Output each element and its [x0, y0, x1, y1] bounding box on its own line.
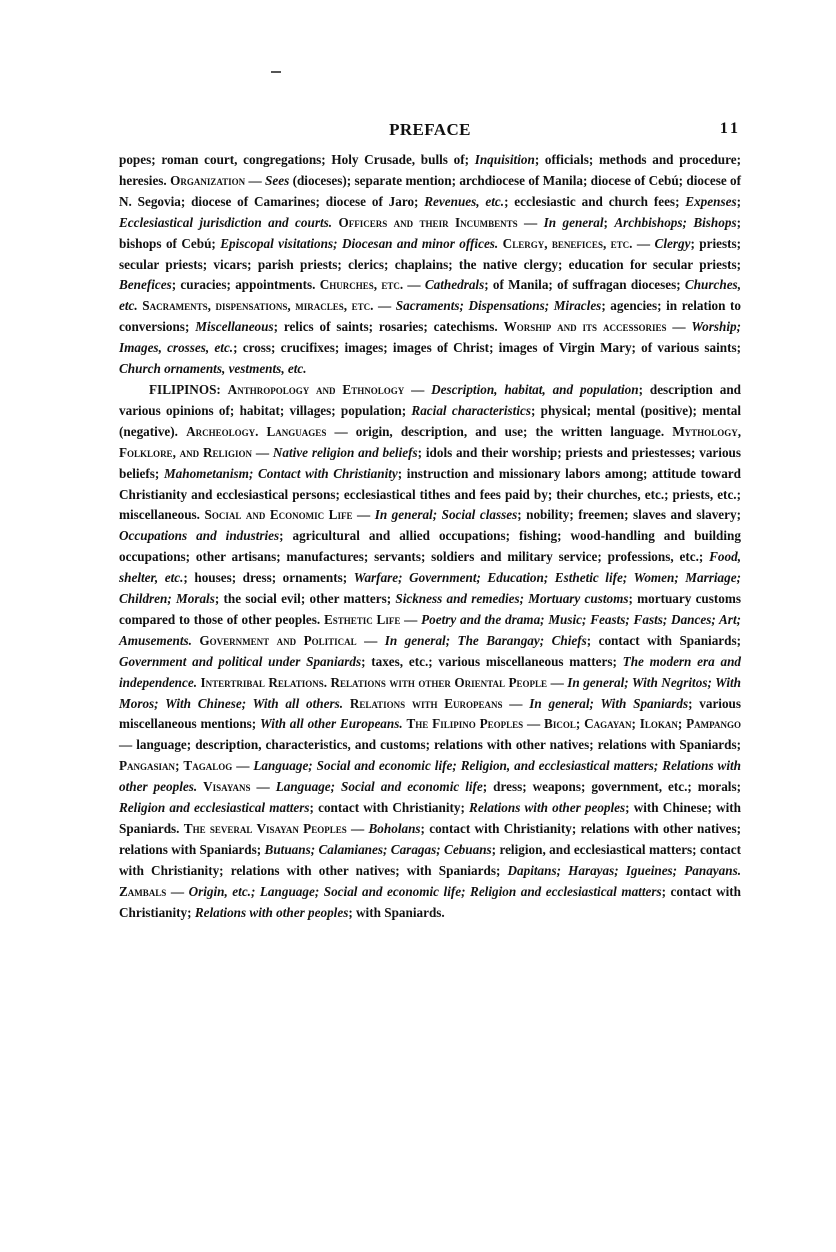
- text-run: —: [666, 319, 692, 335]
- text-run: ; instruction and missionary labors among; attitude toward Christianity and ecclesiastical persons; ecclesiastical tithes and fees paid by; their churches, etc.; priests, etc.; miscellaneous.: [119, 465, 741, 523]
- text-run: ; the social evil; other matters;: [214, 591, 396, 607]
- text-run: —: [517, 214, 544, 230]
- small-caps-run: Visayans: [203, 779, 251, 795]
- small-caps-run: Clergy, benefices, etc.: [502, 235, 633, 251]
- italic-run: In general; The Barangay; Chiefs: [384, 632, 587, 648]
- italic-run: Language; Social and economic life; Religion, and ecclesiastical matters; Relations with other peoples.: [119, 758, 741, 795]
- page-number: 11: [719, 120, 741, 137]
- text-run: FILIPINOS:: [149, 381, 228, 397]
- italic-run: Benefices: [119, 277, 172, 293]
- text-run: ; priests; secular priests; vicars; parish priests; clerics; chaplains; the native clergy; education for secular priests;: [119, 235, 742, 272]
- small-caps-run: Archeology.: [186, 423, 259, 439]
- italic-run: The modern era and independence.: [119, 653, 741, 690]
- italic-run: In general; Social classes: [374, 507, 518, 523]
- italic-run: In general: [543, 214, 604, 230]
- text-run: ; of Manila; of suffragan dioceses;: [484, 277, 685, 293]
- text-run: —: [404, 381, 432, 397]
- italic-run: Warfare; Government; Education; Esthetic life; Women; Marriage; Children; Morals: [119, 570, 741, 607]
- small-caps-run: Organization: [170, 172, 246, 188]
- text-run: ; various miscellaneous mentions;: [119, 695, 742, 732]
- text-run: —: [547, 674, 568, 690]
- small-caps-run: The Filipino Peoples: [406, 716, 524, 732]
- small-caps-run: Ilokan: [639, 716, 678, 732]
- italic-run: Sacraments; Dispensations; Miracles: [395, 298, 602, 314]
- text-run: —: [252, 444, 273, 460]
- italic-run: Language; Social and economic life: [275, 779, 483, 795]
- italic-run: Native religion and beliefs: [272, 444, 418, 460]
- small-caps-run: Pangasian: [119, 758, 176, 774]
- small-caps-run: Esthetic Life: [323, 611, 401, 627]
- page-body: [119, 150, 741, 924]
- italic-run: Butuans; Calamianes; Caragas; Cebuans: [264, 841, 492, 857]
- text-run: ;: [631, 716, 640, 732]
- italic-run: Description, habitat, and population: [431, 381, 639, 397]
- text-run: ; with Spaniards.: [348, 904, 445, 920]
- italic-run: Churches, etc.: [119, 277, 741, 314]
- text-run: —: [502, 695, 530, 711]
- italic-run: Cathedrals: [424, 277, 485, 293]
- small-caps-run: Intertribal Relations.: [200, 674, 328, 690]
- italic-run: Inquisition: [474, 152, 535, 167]
- text-run: ; contact with Christianity;: [119, 883, 742, 920]
- italic-run: Origin, etc.; Language; Social and economic life; Religion and ecclesiastical matters: [188, 883, 662, 899]
- small-caps-run: Anthropology and Ethnology: [227, 381, 405, 397]
- text-run: — language; description, characteristics, and customs; relations with other natives; relations with Spaniards;: [119, 737, 741, 753]
- text-run: ; idols and their worship; priests and priestesses; various beliefs;: [119, 444, 742, 481]
- italic-run: Occupations and industries: [119, 528, 280, 544]
- italic-run: Poetry and the drama; Music; Feasts; Fasts; Dances; Art; Amusements.: [119, 611, 741, 648]
- text-run: —: [373, 298, 396, 314]
- text-run: —: [403, 277, 425, 293]
- text-run: ;: [575, 716, 585, 732]
- small-caps-run: Social and Economic Life: [204, 507, 353, 523]
- italic-run: Expenses: [685, 193, 737, 209]
- small-caps-run: Worship and its accessories: [503, 319, 667, 335]
- italic-run: Miscellaneous: [195, 319, 274, 335]
- small-caps-run: Government and Political: [199, 632, 357, 648]
- paragraph-1: [119, 150, 741, 380]
- text-run: [343, 696, 350, 711]
- small-caps-run: Cagayan: [584, 716, 632, 732]
- small-caps-run: Bicol: [544, 716, 576, 732]
- text-run: ; agencies; in relation to conversions;: [119, 298, 741, 335]
- small-caps-run: Relations with Europeans: [349, 695, 503, 711]
- text-run: ; nobility; freemen; slaves and slavery;: [517, 507, 741, 523]
- text-run: —: [400, 611, 422, 627]
- text-run: ; dress; weapons; government, etc.; morals;: [482, 779, 741, 795]
- italic-run: Dapitans; Harayas; Igueines; Panayans.: [507, 862, 741, 878]
- text-run: — origin, description, and use; the written language.: [326, 423, 673, 439]
- small-caps-run: Tagalog: [183, 758, 233, 774]
- text-run: ; contact with Christianity;: [309, 800, 470, 816]
- text-run: —: [356, 632, 385, 648]
- text-run: —: [352, 507, 375, 523]
- text-run: [258, 424, 266, 439]
- italic-run: Food, shelter, etc.: [119, 549, 741, 586]
- decorative-dash: [271, 71, 281, 73]
- text-run: —: [245, 172, 266, 188]
- text-run: ;: [677, 716, 687, 732]
- italic-run: Mahometanism; Contact with Christianity: [163, 465, 398, 481]
- text-run: ; officials; methods and procedure; heresies.: [119, 152, 741, 188]
- page-header: [119, 120, 741, 144]
- italic-run: Relations with other peoples: [194, 904, 349, 920]
- small-caps-run: The several Visayan Peoples: [183, 821, 347, 836]
- paragraph-2: [119, 380, 741, 924]
- text-run: —: [632, 235, 655, 251]
- small-caps-run: Officers and their Incumbents: [338, 214, 518, 230]
- text-run: —: [232, 758, 254, 774]
- text-run: ; description and various opinions of; habitat; villages; population;: [119, 381, 741, 418]
- small-caps-run: Pampango: [686, 716, 742, 732]
- text-run: —: [346, 821, 369, 836]
- italic-run: Ecclesiastical jurisdiction and courts.: [119, 214, 333, 230]
- text-run: ; cross; crucifixes; images; images of Christ; images of Virgin Mary; of various saints;: [233, 340, 742, 356]
- italic-run: Revenues, etc.: [424, 193, 505, 209]
- text-run: (dioceses); separate mention; archdiocese of Manila; diocese of Cebú; diocese of N. Segovia; diocese of Camarines; diocese of Jaro;: [119, 172, 742, 209]
- italic-run: Worship; Images, crosses, etc.: [119, 319, 742, 356]
- small-caps-run: Mythology, Folklore, and Religion: [119, 423, 741, 460]
- small-caps-run: Sacraments, dispensations, miracles, etc.: [142, 298, 374, 314]
- text-run: ; taxes, etc.; various miscellaneous matters;: [361, 653, 623, 669]
- small-caps-run: Churches, etc.: [319, 277, 404, 293]
- small-caps-run: Languages: [266, 423, 327, 439]
- italic-run: In general; With Negritos; With Moros; With Chinese; With all others.: [119, 674, 741, 711]
- text-run: ; physical; mental (positive); mental (negative).: [119, 402, 741, 439]
- text-run: —: [523, 716, 545, 732]
- text-run: ; curacies; appointments.: [171, 277, 320, 293]
- text-run: popes; roman court, congregations; Holy Crusade, bulls of;: [119, 152, 475, 167]
- text-run: ; contact with Christianity; relations with other natives; relations with Spaniards;: [119, 821, 741, 857]
- italic-run: In general; With Spaniards: [529, 695, 689, 711]
- italic-run: Racial characteristics: [411, 402, 531, 418]
- text-run: ; contact with Spaniards;: [586, 632, 742, 648]
- italic-run: Archbishops; Bishops: [614, 214, 737, 230]
- italic-run: Religion and ecclesiastical matters: [119, 800, 310, 816]
- small-caps-run: Zambals: [119, 883, 167, 899]
- text-run: ;: [736, 193, 741, 209]
- italic-run: Church ornaments, vestments, etc.: [119, 361, 307, 377]
- text-run: ; agricultural and allied occupations; fishing; wood-handling and building occupations; other artisans; manufactures; servants; soldiers and military service; professions, etc.;: [119, 528, 741, 565]
- text-run: ; religion, and ecclesiastical matters; contact with Christianity; relations with other natives; with Spaniards;: [119, 841, 741, 878]
- italic-run: Government and political under Spaniards: [119, 653, 362, 669]
- text-run: ; with Chinese; with Spaniards.: [119, 800, 741, 836]
- text-run: —: [250, 779, 276, 795]
- page-title: PREFACE: [389, 120, 471, 139]
- text-run: ; mortuary customs compared to those of other peoples.: [119, 591, 742, 627]
- text-run: ; houses; dress; ornaments;: [183, 570, 354, 586]
- text-run: ; bishops of Cebú;: [119, 214, 741, 251]
- italic-run: Sickness and remedies; Mortuary customs: [395, 591, 629, 607]
- text-run: ;: [603, 214, 615, 230]
- italic-run: With all other Europeans.: [260, 716, 403, 732]
- italic-run: Relations with other peoples: [469, 800, 626, 816]
- italic-run: Boholans: [368, 821, 421, 836]
- small-caps-run: Relations with other Oriental People: [330, 674, 548, 690]
- italic-run: Episcopal visitations; Diocesan and minor offices.: [220, 235, 499, 251]
- italic-run: Clergy: [654, 235, 691, 251]
- text-run: ; relics of saints; rosaries; catechisms.: [273, 319, 504, 335]
- text-run: ;: [175, 758, 184, 774]
- text-run: —: [166, 883, 189, 899]
- text-run: ; ecclesiastic and church fees;: [504, 193, 686, 209]
- italic-run: Sees: [265, 172, 290, 188]
